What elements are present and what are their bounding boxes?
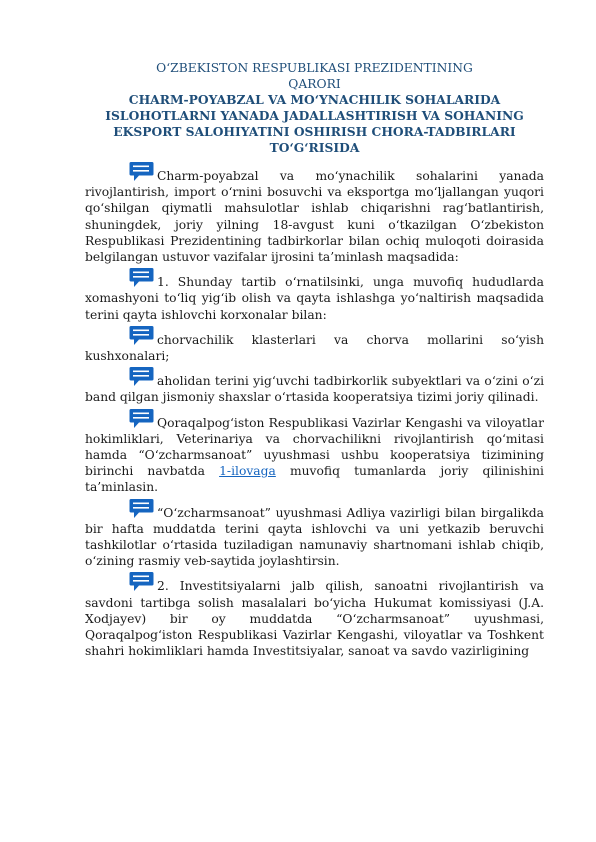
comment-icon[interactable]: [129, 571, 154, 592]
comment-icon[interactable]: [129, 267, 154, 288]
comment-icon[interactable]: [129, 498, 154, 519]
document-title-line-4: TO‘G‘RISIDA: [269, 140, 360, 155]
paragraph-text: aholidan terini yig‘uvchi tadbirkorlik subyektlari va o‘zini o‘zi band qilgan jismoniy shaxslar o‘rtasida kooperatsiya tizimi joriy qilinadi.: [85, 374, 544, 405]
paragraph-item-1: [85, 274, 544, 323]
document-type: QARORI: [288, 77, 341, 91]
paragraph-preamble: [85, 168, 544, 265]
paragraph-text: Qoraqalpog‘iston Respublikasi Vazirlar Kengashi va viloyatlar hokimliklari, Veterinariya va chorvachilikni rivojlantirish qo‘mitasi hamda “O‘zcharmsanoat” uyushmasi ushbu kooperatsiya tizimining birinchi navbatda: [85, 415, 544, 479]
document-title-line-2: ISLOHOTLARNI YANADA JADALLASHTIRISH VA SOHANING: [105, 108, 524, 123]
paragraph-text: 2. Investitsiyalarni jalb qilish, sanoatni rivojlantirish va savdoni tartibga solish masalalari bo‘yicha Hukumat komissiyasi (J.A. Xodjayev) bir oy muddatda “O‘zcharmsanoat” uyushmasi, Qoraqalpog‘iston Respublikasi Vazirlar Kengashi, viloyatlar va Toshkent shahri hokimliklari hamda Investitsiyalar, sanoat va savdo vazirligining: [85, 579, 544, 659]
annex-1-link[interactable]: 1-ilovaga: [219, 464, 276, 479]
comment-icon[interactable]: [129, 325, 154, 346]
paragraph-text: 1. Shunday tartib o‘rnatilsinki, unga muvofiq hududlarda xomashyoni to‘liq yig‘ib olish va qayta ishlashga yo‘naltirish maqsadida terini qayta ishlovchi korxonalar bilan:: [85, 275, 544, 322]
paragraph-collectors: [85, 373, 544, 405]
comment-icon[interactable]: [129, 366, 154, 387]
document-title-line-3: EKSPORT SALOHIYATINI OSHIRISH CHORA-TADBIRLARI: [113, 124, 516, 139]
comment-icon[interactable]: [129, 408, 154, 429]
paragraph-text: “O‘zcharmsanoat” uyushmasi Adliya vazirligi bilan birgalikda bir hafta muddatda terini qayta ishlovchi va uni yetkazib beruvchi tashkilotlar o‘rtasida tuziladigan namunaviy shartnomani ishlab chiqib, o‘zining rasmiy veb-saytida joylashtirsin.: [85, 505, 544, 569]
paragraph-item-2: [85, 578, 544, 659]
paragraph-text: Charm-poyabzal va mo‘ynachilik sohalarini yanada rivojlantirish, import o‘rnini bosuvchi va eksportga mo‘ljallangan yuqori qo‘shilgan qiymatli mahsulotlar ishlab chiqarishni rag‘batlantirish, shuningdek, joriy yilning 18-avgust kuni o‘tkazilgan O‘zbekiston Respublikasi Prezidentining tadbirkorlar bilan ochiq muloqoti doirasida belgilangan ustuvor vazifalar ijrosini ta’minlash maqsadida:: [85, 169, 544, 265]
paragraph-text: muvofiq tumanlarda joriy qilinishini ta’minlasin.: [85, 464, 544, 495]
paragraph-implementation: [85, 415, 544, 496]
comment-icon[interactable]: [129, 161, 154, 182]
paragraph-text: chorvachilik klasterlari va chorva mollarini so‘yish kushxonalari;: [85, 332, 544, 364]
paragraph-contract: [85, 505, 544, 570]
paragraph-clusters: [85, 332, 544, 364]
document-title-line-1: CHARM-POYABZAL VA MO‘YNACHILIK SOHALARIDA: [128, 92, 501, 107]
issuer-line: O‘ZBEKISTON RESPUBLIKASI PREZIDENTINING: [156, 61, 473, 75]
